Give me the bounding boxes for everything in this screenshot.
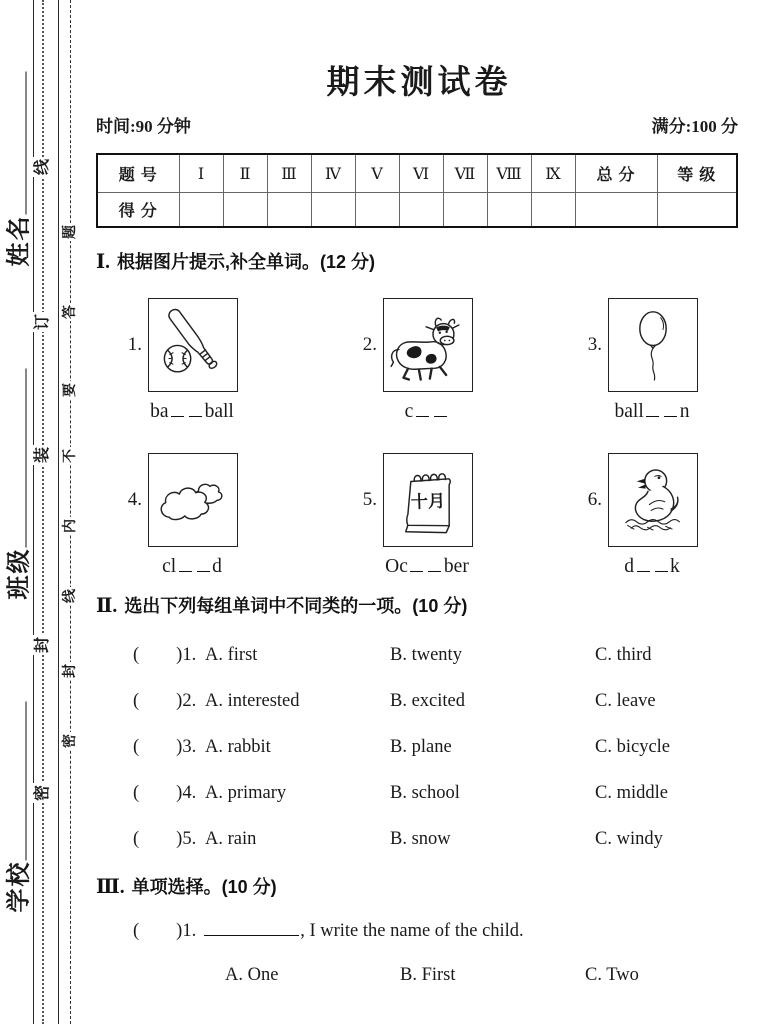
item-number: 2. [362, 334, 377, 355]
word-blank [646, 401, 659, 417]
school-write-line [8, 702, 27, 861]
binding-line-char: 封 [34, 637, 51, 654]
bracket-open: ( [133, 921, 140, 941]
binding-rule-right [58, 0, 59, 1024]
option-a: A. primary [205, 783, 287, 803]
full-score-label: 满分:100 分 [651, 117, 738, 136]
word-blank [428, 556, 441, 572]
name-write-line [8, 72, 27, 215]
item-number: 3. [587, 334, 602, 355]
word-suffix: k [670, 556, 680, 577]
word-blank [171, 401, 184, 417]
word-completion [608, 556, 696, 578]
score-cell [399, 193, 443, 228]
roman-col-cell: Ⅲ [267, 154, 311, 193]
roman-col-cell: Ⅶ [443, 154, 487, 193]
score-cell [531, 193, 575, 228]
bracket-close: ) [176, 783, 183, 803]
answer-bracket [133, 783, 205, 804]
score-table [96, 153, 738, 228]
odd-one-out-row [133, 691, 713, 712]
baseball-image [153, 303, 233, 387]
question-number: 5. [182, 829, 197, 849]
question-text: , I write the name of the child. [300, 921, 524, 941]
answer-blank [204, 919, 299, 936]
odd-one-out-row [133, 737, 713, 758]
picture-item [578, 453, 728, 578]
seal-line-char: 要 [63, 383, 78, 397]
word-prefix: ba [150, 401, 169, 422]
question-number: 3. [182, 737, 197, 757]
binding-line-char: 线 [34, 159, 51, 176]
name-field-label: 姓名 [6, 214, 33, 267]
score-cell [223, 193, 267, 228]
answer-bracket [133, 645, 205, 666]
score-cell [487, 193, 531, 228]
word-prefix: c [404, 401, 414, 422]
option-a: A. rain [205, 829, 257, 849]
picture-box [148, 453, 238, 547]
odd-one-out-row [133, 783, 713, 804]
seal-line-char: 线 [63, 589, 78, 603]
odd-one-out-row [133, 645, 713, 666]
roman-col-cell: Ⅷ [487, 154, 531, 193]
word-suffix: n [679, 401, 690, 422]
answer-bracket [133, 691, 205, 712]
word-prefix: cl [162, 556, 177, 577]
option-a: A. interested [205, 691, 300, 711]
picture-box [148, 298, 238, 392]
bracket-open: ( [133, 691, 140, 711]
seal-line-char: 题 [63, 225, 78, 239]
bracket-open: ( [133, 737, 140, 757]
option-b: B. plane [390, 737, 452, 757]
section2-title: 选出下列每组单词中不同类的一项。(10 分) [124, 596, 468, 616]
word-blank [410, 556, 423, 572]
seal-line-char: 答 [63, 305, 78, 319]
section2-numeral: Ⅱ. [96, 596, 118, 617]
total-label-cell: 总 分 [575, 154, 657, 193]
word-suffix: d [212, 556, 222, 577]
class-field [6, 367, 33, 600]
section1-heading [96, 248, 375, 274]
word-prefix: ball [614, 401, 644, 422]
word-completion [383, 556, 471, 578]
balloon-image [613, 303, 693, 387]
roman-col-cell: Ⅸ [531, 154, 575, 193]
section3-numeral: Ⅲ. [96, 877, 125, 898]
word-blank [637, 556, 650, 572]
picture-item [353, 298, 503, 423]
time-limit-label: 时间:90 分钟 [96, 117, 191, 136]
grade-label-cell: 等 级 [657, 154, 737, 193]
october-calendar-image [388, 458, 468, 542]
question-number-label-cell: 题 号 [97, 154, 179, 193]
word-completion [148, 401, 236, 423]
roman-col-cell: Ⅳ [311, 154, 355, 193]
word-blank [189, 401, 202, 417]
binding-line-char: 装 [34, 447, 51, 464]
question-row [133, 919, 524, 942]
question-number: 2. [182, 691, 197, 711]
grade-cell [657, 193, 737, 228]
section3-title: 单项选择。(10 分) [131, 877, 277, 897]
option-a: A. rabbit [205, 737, 271, 757]
answer-bracket [133, 829, 205, 850]
word-blank [179, 556, 192, 572]
word-suffix: ball [204, 401, 234, 422]
bracket-close: ) [176, 691, 183, 711]
binding-line-char: 密 [34, 785, 51, 802]
item-number: 6. [587, 489, 602, 510]
roman-col-cell: Ⅵ [399, 154, 443, 193]
total-score-cell [575, 193, 657, 228]
bracket-close: ) [176, 737, 183, 757]
seal-line-char: 内 [63, 519, 78, 533]
score-cell [311, 193, 355, 228]
bracket-close: ) [176, 921, 183, 941]
section1-numeral: Ⅰ. [96, 252, 110, 273]
word-blank [664, 401, 677, 417]
option-c: C. Two [585, 965, 639, 985]
bracket-open: ( [133, 645, 140, 665]
roman-col-cell: Ⅱ [223, 154, 267, 193]
picture-box [383, 453, 473, 547]
bracket-open: ( [133, 829, 140, 849]
option-c: C. bicycle [595, 737, 671, 757]
odd-one-out-row [133, 829, 713, 850]
class-field-label: 班级 [6, 547, 33, 600]
option-b: B. First [400, 965, 456, 985]
picture-box [608, 298, 698, 392]
option-b: B. school [390, 783, 460, 803]
bracket-close: ) [176, 829, 183, 849]
bracket-close: ) [176, 645, 183, 665]
option-a: A. first [205, 645, 258, 665]
question-number: 1. [182, 921, 197, 941]
score-cell [267, 193, 311, 228]
seal-line-char: 封 [63, 664, 78, 678]
school-field-label: 学校 [6, 860, 33, 913]
picture-item [578, 298, 728, 423]
picture-item [118, 453, 268, 578]
question-number: 1. [182, 645, 197, 665]
option-c: C. third [595, 645, 652, 665]
options-row [225, 965, 745, 986]
section2-heading [96, 592, 467, 618]
picture-item [118, 298, 268, 423]
picture-box [608, 453, 698, 547]
name-field [6, 70, 33, 267]
seal-line-char: 密 [63, 734, 78, 748]
option-c: C. middle [595, 783, 668, 803]
picture-item [353, 453, 503, 578]
option-c: C. leave [595, 691, 656, 711]
item-number: 5. [362, 489, 377, 510]
school-field [6, 700, 33, 913]
seal-line-dashed [70, 0, 71, 1024]
word-prefix: d [624, 556, 634, 577]
item-number: 4. [127, 489, 142, 510]
score-cell [355, 193, 399, 228]
binding-rule-left [33, 0, 34, 1024]
option-c: C. windy [595, 829, 663, 849]
roman-col-cell: Ⅰ [179, 154, 223, 193]
option-b: B. twenty [390, 645, 462, 665]
word-suffix: ber [443, 556, 469, 577]
question-number: 4. [182, 783, 197, 803]
roman-col-cell: Ⅴ [355, 154, 399, 193]
option-b: B. excited [390, 691, 466, 711]
score-cell [179, 193, 223, 228]
word-completion [608, 401, 696, 423]
score-row-label-cell: 得 分 [97, 193, 179, 228]
section1-title: 根据图片提示,补全单词。(12 分) [117, 252, 376, 272]
answer-bracket [133, 737, 205, 758]
word-blank [434, 401, 447, 417]
class-write-line [8, 369, 27, 548]
option-b: B. snow [390, 829, 451, 849]
cow-image [388, 303, 468, 387]
word-completion [148, 556, 236, 578]
duck-image [613, 458, 693, 542]
clouds-image [153, 458, 233, 542]
bracket-open: ( [133, 783, 140, 803]
word-blank [655, 556, 668, 572]
binding-line-dotted [42, 0, 44, 1024]
score-cell [443, 193, 487, 228]
item-number: 1. [127, 334, 142, 355]
word-blank [197, 556, 210, 572]
page-title: 期末测试卷 [326, 65, 512, 101]
section3-heading [96, 873, 277, 899]
option-a: A. One [225, 965, 279, 985]
picture-box [383, 298, 473, 392]
calendar-month-text: 十月 [410, 491, 446, 512]
word-prefix: Oc [385, 556, 408, 577]
word-blank [416, 401, 429, 417]
seal-line-char: 不 [63, 449, 78, 463]
binding-line-char: 订 [34, 314, 51, 331]
word-completion [383, 401, 471, 423]
